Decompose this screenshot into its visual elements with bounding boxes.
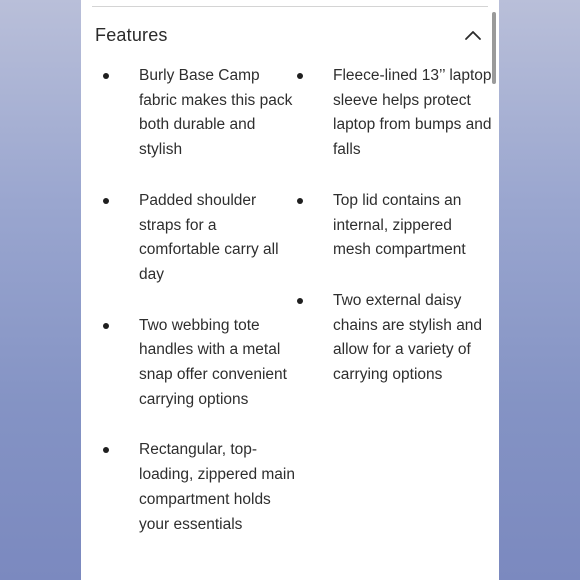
list-item [139,438,299,537]
section-title: Features [95,25,168,45]
bullet-icon [297,298,303,304]
list-item [139,314,299,413]
chevron-up-icon[interactable] [463,28,483,42]
bullet-icon [297,198,303,204]
list-item [139,189,299,288]
list-item [333,64,493,163]
features-list-right [333,64,493,414]
feature-text: Top lid contains an internal, zippered mesh compartment [333,191,466,259]
bullet-icon [297,73,303,79]
feature-text: Burly Base Camp fabric makes this pack both durable and stylish [139,67,293,159]
feature-text: Rectangular, top-loading, zippered main compartment holds your essentials [139,441,295,533]
list-item [333,289,493,388]
list-item [139,64,299,163]
bullet-icon [103,447,109,453]
feature-text: Two webbing tote handles with a metal snap offer convenient carrying options [139,316,287,408]
features-list-left [139,64,299,563]
features-panel [81,0,499,580]
feature-text: Two external daisy chains are stylish and allow for a variety of carrying options [333,291,483,384]
bullet-icon [103,73,109,79]
bullet-icon [103,198,109,204]
bullet-icon [103,323,109,329]
top-divider [92,6,488,7]
feature-text: Padded shoulder straps for a comfortable carry all day [139,191,279,283]
list-item [333,189,493,263]
feature-text: Fleece-lined 13’’ laptop sleeve helps protect laptop from bumps and falls [333,67,492,159]
